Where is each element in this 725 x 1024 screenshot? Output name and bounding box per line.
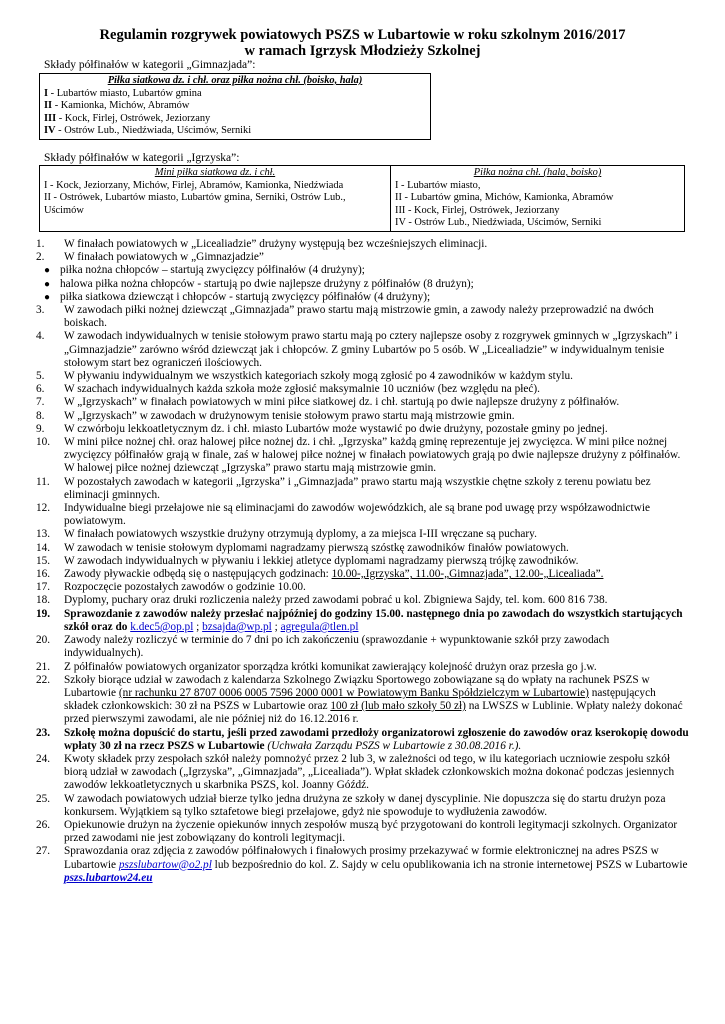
list-item: 8. W „Igrzyskach” w zawodach w drużynowym tenisie stołowym prawo startu mają mistrzowie gmin.: [36, 409, 515, 422]
table-row: I - Lubartów miasto,: [395, 179, 481, 191]
document-title-line-2: w ramach Igrzysk Młodzieży Szkolnej: [244, 43, 481, 59]
igrzyska-table: [39, 165, 685, 232]
list-item: 10. W mini piłce nożnej chł. oraz halowej piłce nożnej dz. i chł. „Igrzyska” każdą gminę reprezentuje jej zwycięzca. W mini piłce nożnej zwycięzcy półfinałów grają w finale, zaś w halowej piłce nożnej w finałach powiatowych grają po dwie najlepsze drużyny z półfinałów. W halowej piłce nożnej dziewcząt „Igrzyska” prawo startu mają mistrzowie gmin.: [36, 436, 681, 475]
email-link[interactable]: agregula@tlen.pl: [280, 620, 359, 633]
list-item: 26. Opiekunowie drużyn na życzenie opiekunów innych zespołów muszą być przygotowani do kontroli legitymacji szkolnych. Organizator przed zawodami nie jest zobowiązany do kontroli legitymacji.: [36, 818, 678, 845]
list-item: 19. Sprawozdanie z zawodów należy przesłać najpóźniej do godziny 15.00. następnego dnia po zawodach do wszystkich startujących szkół oraz do k.dec5@op.pl ; bzsajda@wp.pl ; agregula@tlen.pl: [36, 607, 683, 633]
email-link[interactable]: k.dec5@op.pl: [130, 620, 194, 633]
list-item: 15. W zawodach indywidualnych w pływaniu i lekkiej atletyce dyplomami nagradzamy pierwszą trójkę zawodników.: [36, 554, 579, 567]
list-item: ● piłka siatkowa dziewcząt i chłopców - startują zwycięzcy półfinałów (4 drużyny);: [44, 290, 431, 303]
list-item: 13. W finałach powiatowych wszystkie drużyny otrzymują dyplomy, a za miejsca I-III wręczane są puchary.: [36, 528, 537, 541]
rules-list: [0, 238, 725, 885]
list-item: 21. Z półfinałów powiatowych organizator sporządza krótki komunikat zawierający kolejność drużyn oraz przesła go j.w.: [36, 660, 597, 673]
list-item: 23. Szkołę można dopuścić do startu, jeśli przed zawodami przedłoży organizatorowi zgłoszenie do zawodów oraz kserokopię dowodu wpłaty 30 zł na rzecz PSZS w Lubartowie (Uchwała Zarządu PSZS w Lubartowie z 30.08.2016 r.).: [36, 726, 689, 752]
table-row: III - Kock, Firlej, Ostrówek, Jeziorzany: [44, 112, 211, 124]
list-item: 27. Sprawozdania oraz zdjęcia z zawodów półfinałowych i finałowych prosimy przekazywać w formie elektronicznej na adres PSZS w Lubartowie pszslubartow@o2.pl lub bezpośrednio do kol. Z. Sajdy w celu opublikowania ich na stronie internetowej PSZS w Lubartowie pszs.lubartow24.eu: [36, 845, 688, 884]
list-item: 4. W zawodach indywidualnych w tenisie stołowym prawo startu mają po cztery najlepsze osoby z rozgrywek gminnych w „Igrzyskach” i „Gimnazjadzie” zarówno wśród dziewcząt jak i chłopców. Z gminy Lubartów po 5 osób. W „Licealiadzie” w indywidualnym tenisie stołowym start bez ograniczeń ilościowych.: [36, 330, 679, 369]
table-row: II - Lubartów gmina, Michów, Kamionka, Abramów: [395, 192, 614, 203]
list-item: 14. W zawodach w tenisie stołowym dyplomami nagradzamy pierwszą szóstkę zawodników finałów powiatowych.: [36, 541, 569, 554]
list-item: 25. W zawodach powiatowych udział bierze tylko jedna drużyna ze szkoły w danej dyscyplinie. Nie dopuszcza się do startu drużyn poza konkursem. Wyjątkiem są tylko sztafetowe biegi przełajowe, gdyż nie spowoduje to wydłużenia zawodów.: [36, 792, 666, 818]
gimnazjada-table: [39, 73, 431, 140]
email-link[interactable]: bzsajda@wp.pl: [202, 620, 272, 633]
list-item: 18. Dyplomy, puchary oraz druki rozliczenia należy przed zawodami pobrać u kol. Zbigniewa Sajdy, tel. kom. 600 816 738.: [36, 594, 608, 607]
list-item: ● halowa piłka nożna chłopców - startują po dwie najlepsze drużyny z półfinałów (8 drużyn);: [44, 277, 474, 290]
list-item: 24. Kwoty składek przy zespołach szkół należy pomnożyć przez 2 lub 3, w zależności od tego, w ilu kategoriach uczniowie zespołu szkół biorą udział w zawodach („Igrzyska”, „Gimnazjada”, „Licealiada”). Wpłat składek członkowskich można dokonać podczas jesiennych zawodów lekkoatletycznych u skarbnika PSZS, kol. Joanny Góźdź.: [36, 752, 675, 792]
gimnazjada-heading: Składy półfinałów w kategorii „Gimnazjada”:: [44, 59, 256, 71]
list-item: 12. Indywidualne biegi przełajowe nie są eliminacjami do zawodów wojewódzkich, ale są brane pod uwagę przy współzawodnictwie powiatowym.: [36, 502, 650, 528]
igrzyska-left-header: Mini piłka siatkowa dz. i chł.: [154, 167, 276, 178]
table-row: I - Kock, Jeziorzany, Michów, Firlej, Abramów, Kamionka, Niedźwiada: [44, 179, 344, 191]
list-item: 9. W czwórboju lekkoatletycznym dz. i chł. miasto Lubartów może wystawić po dwie drużyny, pozostałe gminy po jednej.: [36, 422, 608, 435]
email-link[interactable]: pszslubartow@o2.pl: [118, 858, 212, 871]
list-item: 2. W finałach powiatowych w „Gimnazjadzie”: [36, 251, 264, 264]
table-row: IV - Ostrów Lub., Niedźwiada, Uścimów, Serniki: [395, 217, 602, 228]
table-row: IV - Ostrów Lub., Niedźwiada, Uścimów, Serniki: [44, 125, 252, 136]
list-item: 6. W szachach indywidualnych każda szkoła może zgłosić maksymalnie 10 uczniów (bez względu na płeć).: [36, 383, 540, 396]
table-row: I - Lubartów miasto, Lubartów gmina: [44, 87, 202, 99]
list-item: 17. Rozpoczęcie pozostałych zawodów o godzinie 10.00.: [36, 581, 306, 594]
list-item: 20. Zawody należy rozliczyć w terminie do 7 dni po ich zakończeniu (sprawozdanie + wypunktowanie szkół przy zawodach indywidualnych).: [36, 634, 610, 660]
list-item: 7. W „Igrzyskach” w finałach powiatowych w mini piłce siatkowej dz. i chł. startują po dwie najlepsze drużyny z półfinałów.: [36, 396, 620, 409]
list-item: 11. W pozostałych zawodach w kategorii „Igrzyska” i „Gimnazjada” prawo startu mają wszystkie chętne szkoły z terenu powiatu bez eliminacji gminnych.: [36, 475, 651, 501]
list-item: 1. W finałach powiatowych w „Licealiadzie” drużyny występują bez wcześniejszych eliminacji.: [36, 238, 488, 250]
list-item: 22. Szkoły biorące udział w zawodach z kalendarza Szkolnego Związku Sportowego zobowiązane są do wpłaty na rachunek PSZS w Lubartowie (nr rachunku 27 8707 0006 0005 7596 2000 0001 w Powiatowym Banku Spółdzielczym w Lubartowie) następujących składek członkowskich: 30 zł na PSZS w Lubartowie oraz 100 zł (lub mało szkoły 50 zł) na LWSZS w Lublinie. Wpłaty należy dokonać przed pierwszymi zawodami, ale nie później niż do 16.12.2016 r.: [36, 673, 683, 726]
list-item: 5. W pływaniu indywidualnym we wszystkich kategoriach szkoły mogą zgłosić po 4 zawodników w każdym stylu.: [36, 370, 573, 383]
igrzyska-right-header: Piłka nożna chł. (hala, boisko): [473, 167, 602, 178]
list-item: 16. Zawody pływackie odbędą się o następujących godzinach: 10.00-„Igrzyska”, 11.00-„Gimnazjada”, 12.00-„Licealiada”.: [36, 568, 604, 581]
gimnazjada-table-header: Piłka siatkowa dz. i chł. oraz piłka nożna chł. (boisko, hala): [107, 75, 363, 86]
table-row: II - Ostrówek, Lubartów miasto, Lubartów gmina, Serniki, Ostrów Lub., Uścimów: [44, 192, 346, 216]
list-item: ● piłka nożna chłopców – startują zwycięzcy półfinałów (4 drużyny);: [44, 264, 365, 277]
table-row: II - Kamionka, Michów, Abramów: [44, 100, 190, 111]
website-link[interactable]: pszs.lubartow24.eu: [64, 871, 153, 884]
table-row: III - Kock, Firlej, Ostrówek, Jeziorzany: [395, 204, 560, 216]
document-title-line-1: Regulamin rozgrywek powiatowych PSZS w Lubartowie w roku szkolnym 2016/2017: [99, 27, 626, 43]
igrzyska-heading: Składy półfinałów w kategorii „Igrzyska”:: [44, 152, 240, 164]
list-item: 3. W zawodach piłki nożnej dziewcząt „Gimnazjada” prawo startu mają mistrzowie gmin, a zawody należy przeprowadzić na dwóch boiskach.: [36, 304, 654, 330]
